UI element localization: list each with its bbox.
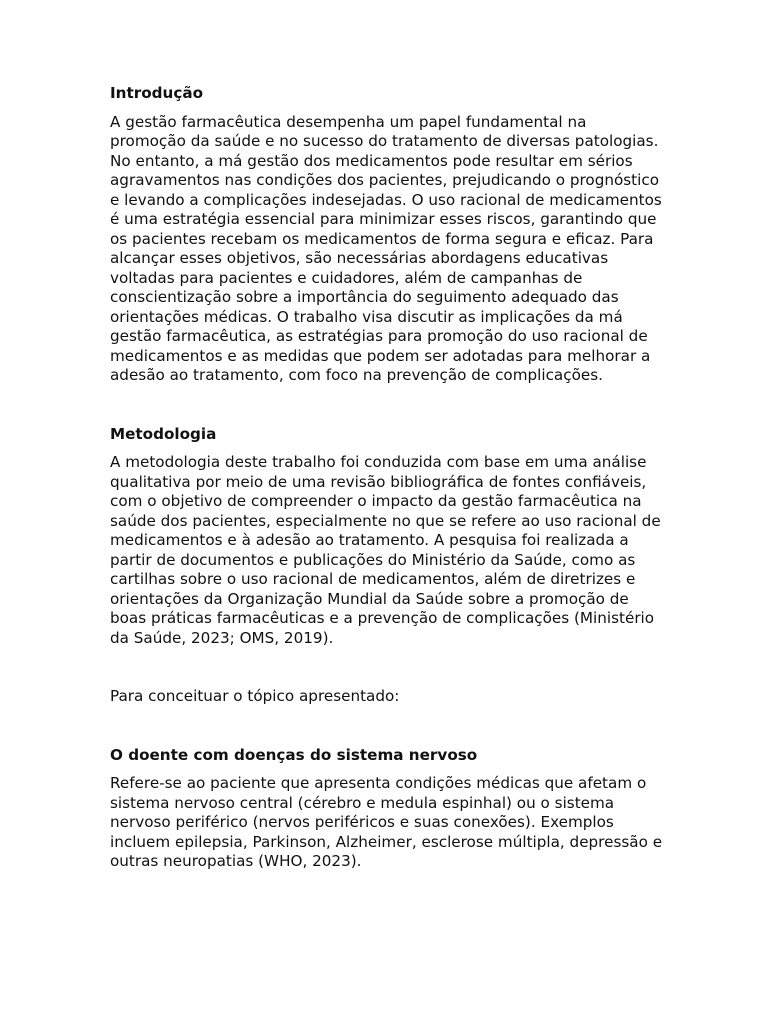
concept-intro-paragraph: Para conceituar o tópico apresentado: xyxy=(110,687,400,705)
document-page xyxy=(110,84,666,872)
nervous-system-paragraph: Refere-se ao paciente que apresenta condições médicas que afetam o sistema nervoso central (cérebro e medula espinhal) ou o sistema nervoso periférico (nervos periféricos e suas conexões). Exemplos incluem epilepsia, Parkinson, Alzheimer, esclerose múltipla, depressão e outras neuropatias (WHO, 2023). xyxy=(110,774,663,870)
nervous-system-heading: O doente com doenças do sistema nervoso xyxy=(110,745,478,764)
methodology-heading: Metodologia xyxy=(110,424,217,443)
introduction-paragraph: A gestão farmacêutica desempenha um papel fundamental na promoção da saúde e no sucesso do tratamento de diversas patologias. No entanto, a má gestão dos medicamentos pode resultar em sérios agravamentos nas condições dos pacientes, prejudicando o prognóstico e levando a complicações indesejadas. O uso racional de medicamentos é uma estratégia essencial para minimizar esses riscos, garantindo que os pacientes recebam os medicamentos de forma segura e eficaz. Para alcançar esses objetivos, são necessárias abordagens educativas voltadas para pacientes e cuidadores, além de campanhas de conscientização sobre a importância do seguimento adequado das orientações médicas. O trabalho visa discutir as implicações da má gestão farmacêutica, as estratégias para promoção do uso racional de medicamentos e as medidas que podem ser adotadas para melhorar a adesão ao tratamento, com foco na prevenção de complicações. xyxy=(110,112,662,384)
introduction-heading: Introdução xyxy=(110,84,204,102)
methodology-paragraph: A metodologia deste trabalho foi conduzida com base em uma análise qualitativa por meio de uma revisão bibliográfica de fontes confiáveis, com o objetivo de compreender o impacto da gestão farmacêutica na saúde dos pacientes, especialmente no que se refere ao uso racional de medicamentos e à adesão ao tratamento. A pesquisa foi realizada a partir de documentos e publicações do Ministério da Saúde, como as cartilhas sobre o uso racional de medicamentos, além de diretrizes e orientações da Organização Mundial da Saúde sobre a promoção de boas práticas farmacêuticas e a prevenção de complicações (Ministério da Saúde, 2023; OMS, 2019). xyxy=(110,453,661,647)
